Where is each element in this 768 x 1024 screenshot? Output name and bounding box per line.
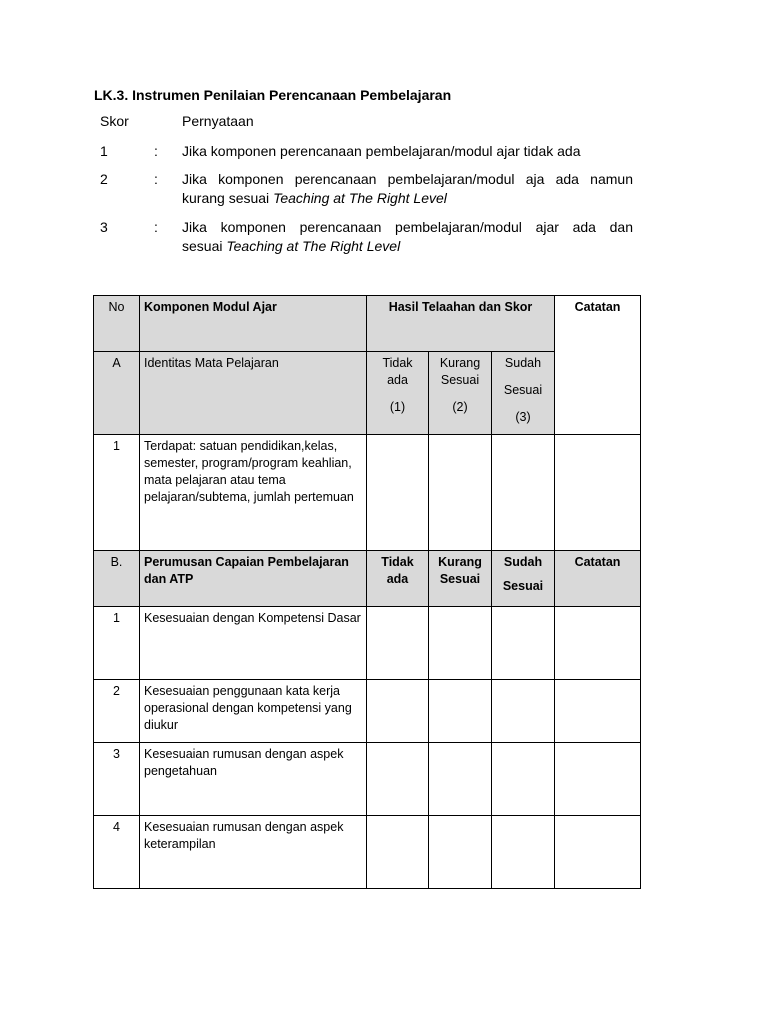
header-catatan: Catatan (555, 296, 641, 435)
catatan-cell[interactable] (555, 743, 641, 816)
score-sudah-label2: Sesuai (502, 579, 544, 593)
table-row (94, 816, 641, 889)
score-cell-3[interactable] (492, 680, 555, 743)
score-cell-2[interactable] (429, 816, 492, 889)
score-number: 1 (100, 143, 108, 159)
section-b-no: B. (94, 551, 140, 607)
score-cell-1[interactable] (367, 607, 429, 680)
score-sudah-value: (3) (515, 410, 531, 424)
score-sudah-label: Sudah (503, 555, 543, 569)
document-title: LK.3. Instrumen Penilaian Perencanaan Pembelajaran (94, 87, 452, 103)
score-kurang-value: (2) (452, 400, 468, 414)
section-b-label: Perumusan Capaian Pembelajaran dan ATP (140, 551, 367, 607)
score-kurang-label2: Sesuai (439, 572, 481, 586)
score-kurang-sesuai-cell (429, 352, 492, 435)
score-statement: Jika komponen perencanaan pembelajaran/modul ajar ada dan (182, 219, 633, 235)
table-row (94, 743, 641, 816)
score-statement: Jika komponen perencanaan pembelajaran/modul aja ada namun (182, 171, 633, 187)
score-cell-2[interactable] (429, 743, 492, 816)
score-cell-3[interactable] (492, 816, 555, 889)
score-kurang-label: Kurang (438, 555, 482, 569)
score-colon: : (154, 171, 158, 187)
score-cell-2[interactable] (429, 680, 492, 743)
score-tidak-value: (1) (389, 400, 406, 414)
score-colon: : (154, 143, 158, 159)
row-komponen: Kesesuaian dengan Kompetensi Dasar (140, 607, 367, 680)
row-no: 1 (94, 435, 140, 551)
score-cell-3[interactable] (492, 607, 555, 680)
score-cell-3[interactable] (492, 435, 555, 551)
score-number: 2 (100, 171, 108, 187)
score-kurang-sesuai-cell (429, 551, 492, 607)
score-tidak-ada-cell (367, 551, 429, 607)
score-kurang-label2: Sesuai (440, 373, 480, 387)
score-cell-1[interactable] (367, 680, 429, 743)
header-komponen: Komponen Modul Ajar (140, 296, 367, 352)
section-b-catatan: Catatan (555, 551, 641, 607)
section-a-label: Identitas Mata Pelajaran (140, 352, 367, 435)
row-komponen: Kesesuaian penggunaan kata kerja operasional dengan kompetensi yang diukur (140, 680, 367, 743)
score-sudah-label: Sudah (504, 356, 542, 370)
catatan-cell[interactable] (555, 816, 641, 889)
score-statement-italic: Teaching at The Right Level (273, 190, 447, 206)
assessment-table (93, 295, 641, 889)
table-row (94, 435, 641, 551)
row-komponen: Kesesuaian rumusan dengan aspek pengetahuan (140, 743, 367, 816)
row-komponen: Kesesuaian rumusan dengan aspek keterampilan (140, 816, 367, 889)
score-tidak-label: Tidak (381, 555, 414, 569)
score-sudah-sesuai-cell (492, 551, 555, 607)
catatan-cell[interactable] (555, 680, 641, 743)
score-tidak-ada-cell (367, 352, 429, 435)
statement-column-label: Pernyataan (182, 113, 254, 129)
score-column-label: Skor (100, 113, 129, 129)
row-no: 1 (94, 607, 140, 680)
score-statement: Jika komponen perencanaan pembelajaran/modul ajar tidak ada (182, 143, 581, 159)
score-cell-2[interactable] (429, 607, 492, 680)
score-cell-1[interactable] (367, 743, 429, 816)
score-tidak-label2: ada (386, 572, 409, 586)
row-no: 2 (94, 680, 140, 743)
catatan-cell[interactable] (555, 435, 641, 551)
row-komponen: Terdapat: satuan pendidikan,kelas, semester, program/program keahlian, mata pelajaran atau tema pelajaran/subtema, jumlah pertemuan (140, 435, 367, 551)
score-statement-cont: kurang sesuai (182, 190, 274, 206)
score-cell-1[interactable] (367, 435, 429, 551)
score-statement-italic: Teaching at The Right Level (226, 238, 401, 254)
row-no: 4 (94, 816, 140, 889)
header-no: No (94, 296, 140, 352)
section-a-no: A (94, 352, 140, 435)
score-tidak-label2: ada (387, 373, 408, 387)
score-colon: : (154, 219, 158, 235)
score-kurang-label: Kurang (439, 356, 481, 370)
score-tidak-label: Tidak (382, 356, 413, 370)
score-number: 3 (100, 219, 108, 235)
score-cell-2[interactable] (429, 435, 492, 551)
score-sudah-label2: Sesuai (503, 383, 543, 397)
catatan-cell[interactable] (555, 607, 641, 680)
table-row (94, 680, 641, 743)
score-cell-1[interactable] (367, 816, 429, 889)
row-no: 3 (94, 743, 140, 816)
header-hasil: Hasil Telaahan dan Skor (367, 296, 555, 352)
score-statement-cont: sesuai (182, 238, 227, 254)
score-sudah-sesuai-cell (492, 352, 555, 435)
score-cell-3[interactable] (492, 743, 555, 816)
table-row (94, 607, 641, 680)
